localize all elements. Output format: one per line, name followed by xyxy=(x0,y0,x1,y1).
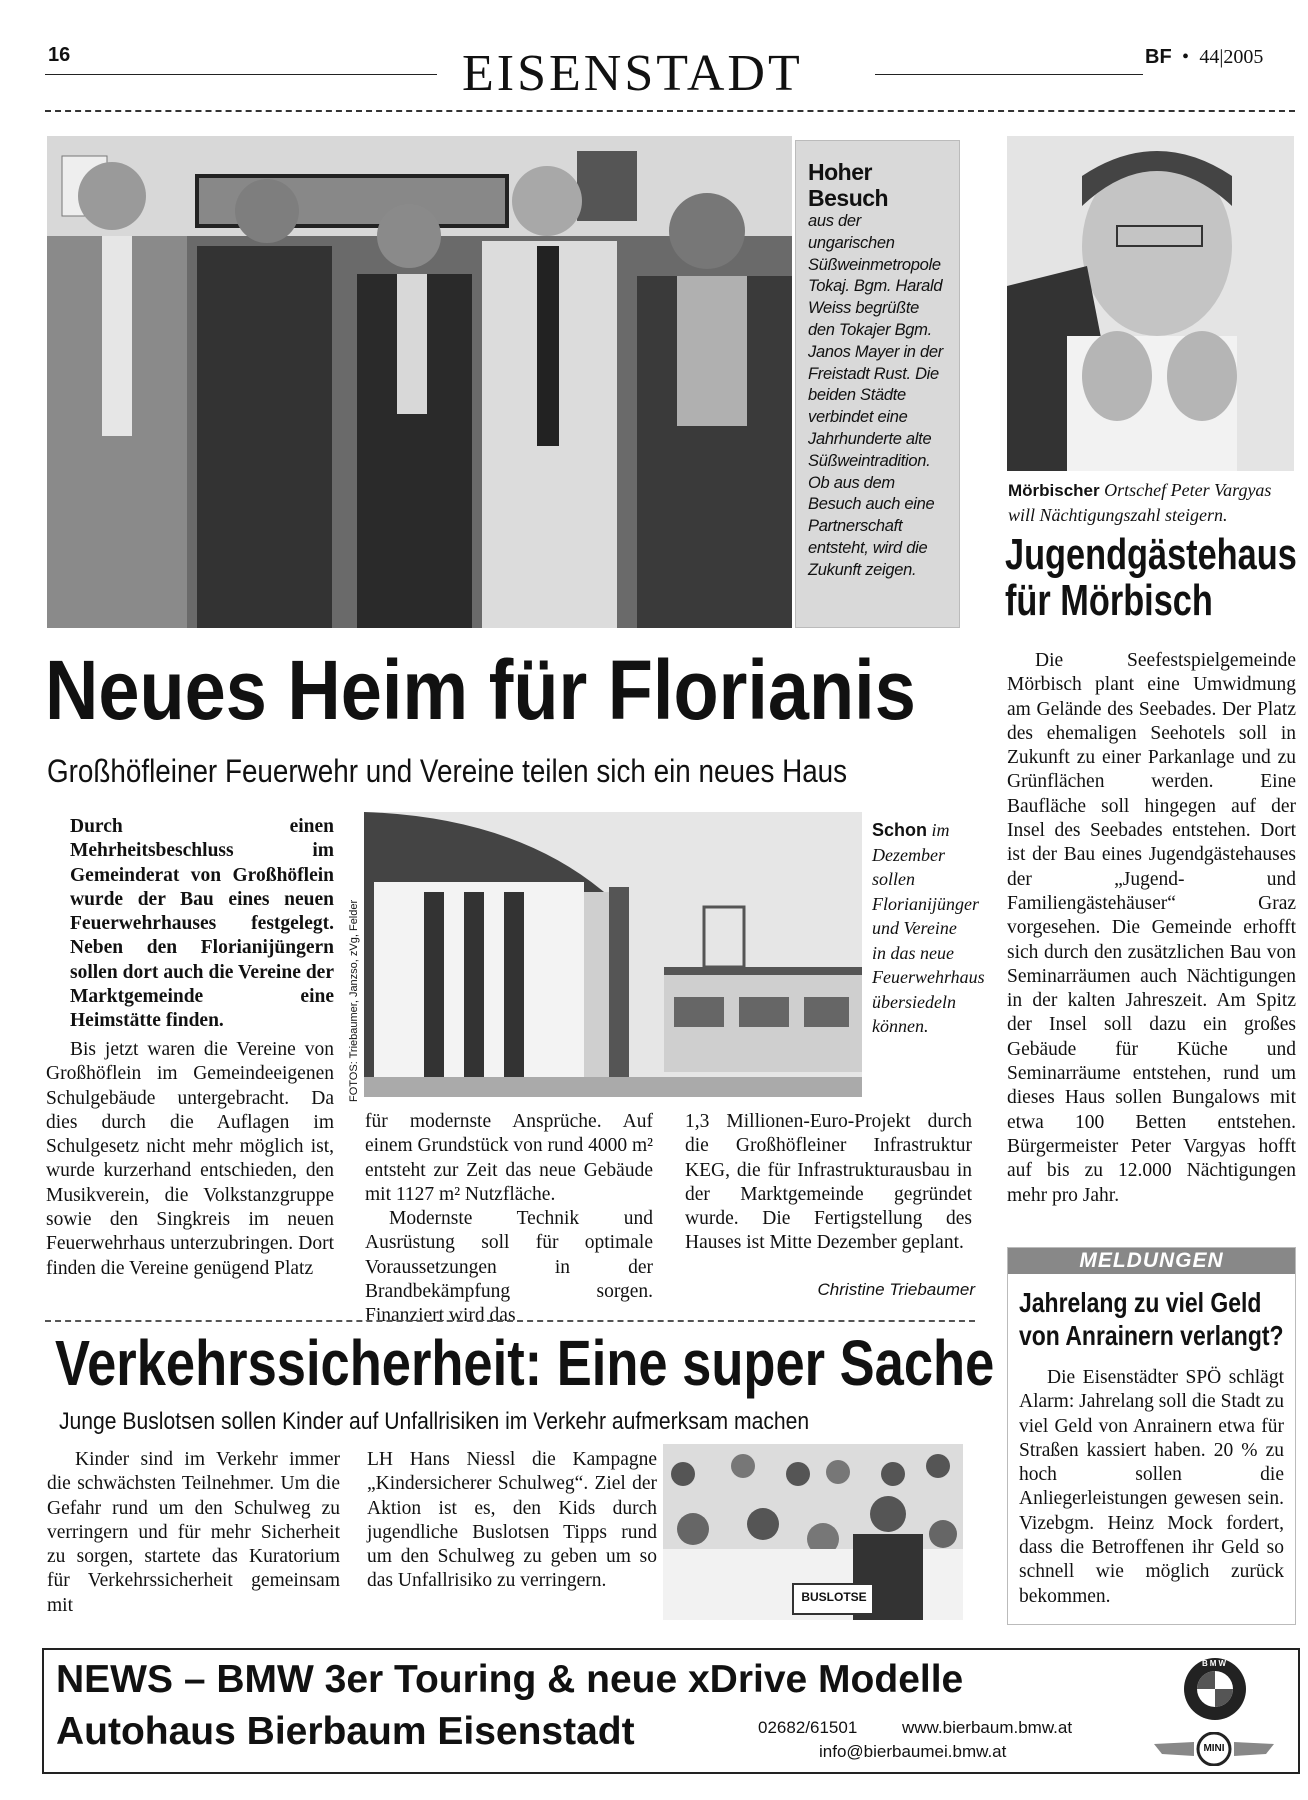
header-dashed-rule xyxy=(45,110,1295,112)
florianis-headline: Neues Heim für Florianis xyxy=(45,643,916,737)
top-photo-caption-box xyxy=(795,140,960,628)
ad-phone: 02682/61501 xyxy=(758,1718,858,1737)
fire-station-caption xyxy=(872,818,985,1039)
verkehr-subhead: Junge Buslotsen sollen Kinder auf Unfallrisiken im Verkehr aufmerksam machen xyxy=(59,1408,810,1435)
florianis-col2a: für modernste Ansprüche. Auf einem Grundstück von rund 4000 m² entsteht zur Zeit das neue Gebäude mit 1127 m² Nutzfläche. xyxy=(365,1111,654,1205)
verkehr-headline: Verkehrssicherheit: Eine super Sache xyxy=(55,1327,995,1399)
top-photo-caption-title: Hoher Besuch xyxy=(808,159,889,211)
florianis-col1: Bis jetzt waren die Vereine von Großhöflein im Gemeindeeigenen Schulgebäude untergebracht. Da dies durch die Auflagen im Schulgesetz nicht mehr möglich ist, wurde kurzerhand entschieden, den Musikverein, die Volkstanzgruppe sowie den Singkreis im neuen Feuerwehrhaus unterzubringen. Dort finden die Vereine genügend Platz xyxy=(46,1039,334,1279)
meldungen-box xyxy=(1007,1247,1296,1625)
florianis-subhead-wrap xyxy=(47,754,967,788)
brand-label: BF xyxy=(1145,46,1172,68)
mini-logo-text: MINI xyxy=(1203,1743,1225,1754)
fire-station-caption-lead: Schon xyxy=(872,820,928,840)
florianis-col3: 1,3 Millionen-Euro-Projekt durch die Großhöfleiner Infrastruktur KEG, die für Infrastrukturausbau in der Marktgemeinde gegründet wurde. Die Fertigstellung des Hauses ist Mitte Dezember geplant. xyxy=(685,1111,972,1254)
page-number: 16 xyxy=(48,44,71,66)
florianis-lead: Durch einen Mehrheitsbeschluss im Gemeinderat von Großhöflein wurde der Bau eines neuen Feuerwehrhauses festgelegt. Neben den Florianijüngern sollen dort auch die Vereine der Marktgemeinde eine Heimstätte finden. xyxy=(70,816,334,1032)
issue-label: 44|2005 xyxy=(1199,46,1264,68)
vargyas-caption-lead: Mörbischer xyxy=(1008,481,1100,500)
florianis-subhead: Großhöfleiner Feuerwehr und Vereine teilen sich ein neues Haus xyxy=(47,753,848,789)
verkehr-col1: Kinder sind im Verkehr immer die schwächsten Teilnehmer. Um die Gefahr rund um den Schulweg zu verringern und für mehr Sicherheit zu sorgen, startete das Kuratorium für Verkehrssicherheit gemeinsam mit xyxy=(47,1449,340,1616)
vargyas-caption-text: Ortschef Peter Vargyas will Nächtigungszahl steigern. xyxy=(1008,480,1272,525)
top-group-photo xyxy=(47,136,792,628)
ad-website[interactable]: www.bierbaum.bmw.at xyxy=(902,1718,1073,1737)
verkehr-box xyxy=(45,1320,995,1625)
bmw-logo-text: BMW xyxy=(1202,1659,1228,1668)
ad-email[interactable]: info@bierbaumei.bmw.at xyxy=(819,1742,1007,1761)
bmw-ad[interactable] xyxy=(42,1648,1300,1774)
mini-logo xyxy=(1154,1732,1274,1766)
vargyas-caption xyxy=(1008,478,1298,527)
florianis-headline-wrap xyxy=(45,643,1035,737)
meldungen-label: MELDUNGEN xyxy=(1008,1248,1295,1274)
header-rule-right xyxy=(875,74,1143,75)
florianis-author: Christine Triebaumer xyxy=(817,1280,975,1299)
verkehr-col2: LH Hans Niessl die Kampagne „Kindersicherer Schulweg“. Ziel der Aktion ist es, den Kids durch jugendliche Buslotsen Tipps rund um den Schulweg zu geben um so das Unfallrisiko zu verringern. xyxy=(367,1449,657,1592)
florianis-col2b: Modernste Technik und Ausrüstung soll für optimale Voraussetzungen in der Brandbekämpfung sorgen. Finanziert wird das xyxy=(365,1208,653,1327)
fire-station-photo xyxy=(364,812,862,1097)
issue-info: BF • 44|2005 xyxy=(1145,46,1264,68)
ad-headline: NEWS – BMW 3er Touring & neue xDrive Modelle xyxy=(56,1658,964,1701)
ad-dealer-name: Autohaus Bierbaum Eisenstadt xyxy=(56,1710,635,1753)
bmw-logo xyxy=(1184,1658,1246,1720)
vargyas-portrait xyxy=(1007,136,1294,471)
fire-station-caption-text: im Dezember sollen Florianijünger und Vereine in das neue Feuerwehrhaus übersiedeln können. xyxy=(872,820,985,1036)
meldungen-body: Die Eisenstädter SPÖ schlägt Alarm: Jahrelang soll die Stadt zu viel Geld von Anrainern etwa für Straßen kassiert haben. 20 % zu hoch sollen die Anliegerleistungen gewesen sein. Vizebgm. Heinz Mock fordert, dass die Betroffenen ihr Geld so schnell wie möglich zurück bekommen. xyxy=(1019,1367,1284,1607)
header-rule-left xyxy=(45,74,437,75)
moerbisch-headline: Jugendgästehaus für Mörbisch xyxy=(1005,530,1297,625)
buslotse-sign: BUSLOTSE xyxy=(801,1590,867,1604)
buslotsen-photo xyxy=(663,1444,963,1620)
section-title: EISENSTADT xyxy=(462,45,803,102)
moerbisch-body: Die Seefestspielgemeinde Mörbisch plant eine Umwidmung am Gelände des Seebades. Der Platz des ehemaligen Seehotels soll in Zukunft zu einer Parkanlage und zu Grünflächen werden. Eine Baufläche soll hingegen auf der Insel des Seebades entstehen. Dort ist der Bau eines Jugendgästehauses der „Jugend- und Familiengästehäuser“ Graz vorgesehen. Die Gemeinde erhofft sich durch den zusätzlichen Bau von Seminarräumen auch Nächtigungen in der kalten Jahreszeit. Am Spitz der Insel soll dazu ein großes Gebäude für Küche und Seminarräume entstehen, rund um dieses Haus sollen Bungalows mit etwa 100 Betten entstehen. Bürgermeister Peter Vargyas hofft auf bis zu 12.000 Nächtigungen mehr pro Jahr. xyxy=(1007,650,1296,1206)
top-photo-caption-text: aus der ungarischen Süßweinmetropole Tokaj. Bgm. Harald Weiss begrüßte den Tokajer Bgm. Janos Mayer in der Freistadt Rust. Die beiden Städte verbindet eine Jahrhunderte alte Süßweintradition. Ob aus dem Besuch auch eine Partnerschaft entsteht, wird die Zukunft zeigen. xyxy=(808,212,943,579)
florianis-photo-credit: FOTOS: Triebaumer, Janzso, zVg, Felder xyxy=(348,899,360,1102)
meldungen-headline: Jahrelang zu viel Geld von Anrainern verlangt? xyxy=(1019,1287,1284,1351)
